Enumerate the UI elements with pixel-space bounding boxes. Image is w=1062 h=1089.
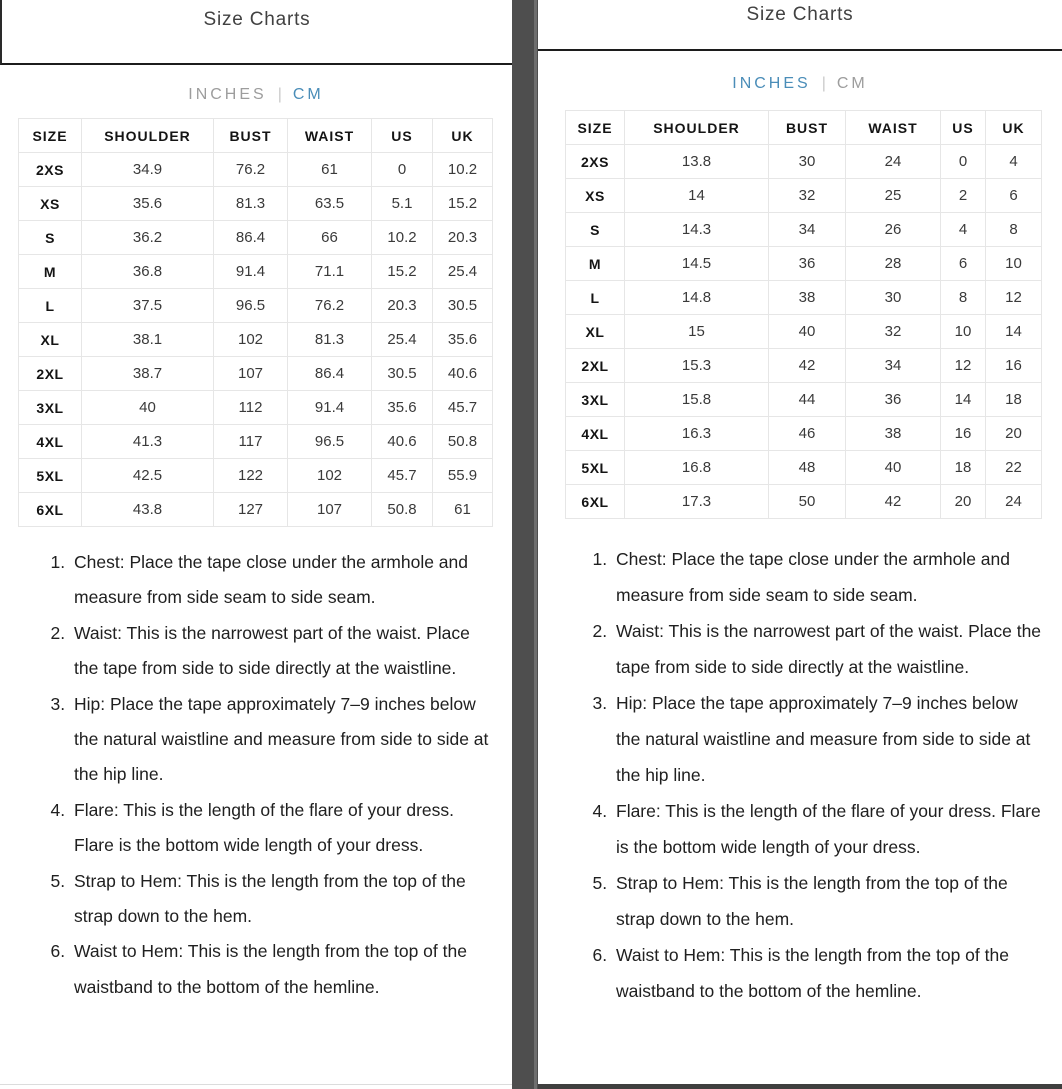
table-cell: 71.1	[288, 255, 372, 289]
table-header-row	[19, 119, 493, 153]
table-cell: 25.4	[433, 255, 493, 289]
panel-bottom-border	[0, 1084, 512, 1085]
table-cell: 76.2	[288, 289, 372, 323]
table-row	[19, 323, 493, 357]
table-cell: 16.3	[625, 417, 769, 451]
table-row	[566, 179, 1042, 213]
table-cell: 41.3	[82, 425, 214, 459]
table-cell: 15	[625, 315, 769, 349]
table-cell: 36.8	[82, 255, 214, 289]
table-cell: 34	[769, 213, 846, 247]
table-cell: 15.2	[433, 187, 493, 221]
table-cell: 38.7	[82, 357, 214, 391]
table-row	[566, 247, 1042, 281]
table-cell: 42.5	[82, 459, 214, 493]
table-cell: S	[19, 221, 82, 255]
table-cell: 24	[846, 145, 941, 179]
table-cell: 86.4	[214, 221, 288, 255]
table-cell: 2XS	[19, 153, 82, 187]
inches-toggle[interactable]: INCHES	[188, 86, 267, 103]
table-cell: 30.5	[372, 357, 433, 391]
table-cell: 30	[846, 281, 941, 315]
table-cell: 122	[214, 459, 288, 493]
table-cell: XS	[566, 179, 625, 213]
table-cell: 2XS	[566, 145, 625, 179]
table-cell: S	[566, 213, 625, 247]
column-header-size: SIZE	[566, 111, 625, 145]
table-cell: 0	[941, 145, 986, 179]
unit-toggle	[0, 86, 512, 104]
table-cell: 76.2	[214, 153, 288, 187]
table-cell: 14.5	[625, 247, 769, 281]
column-header-bust: BUST	[214, 119, 288, 153]
panel-header	[0, 0, 512, 65]
table-cell: 36	[846, 383, 941, 417]
list-item: 2. Waist: This is the narrowest part of the waist. Place the tape from side to side directly at the waistline.	[70, 616, 490, 687]
table-cell: 25	[846, 179, 941, 213]
table-cell: 16.8	[625, 451, 769, 485]
list-item: 3. Hip: Place the tape approximately 7–9 inches below the natural waistline and measure from side to side at the hip line.	[70, 687, 490, 793]
table-cell: 96.5	[214, 289, 288, 323]
table-cell: M	[19, 255, 82, 289]
list-item: 6. Waist to Hem: This is the length from the top of the waistband to the bottom of the hemline.	[612, 937, 1044, 1009]
table-cell: 30	[769, 145, 846, 179]
list-item: 5. Strap to Hem: This is the length from the top of the strap down to the hem.	[70, 864, 490, 935]
table-cell: 40	[769, 315, 846, 349]
table-cell: 117	[214, 425, 288, 459]
unit-separator: |	[277, 86, 282, 103]
table-cell: 107	[214, 357, 288, 391]
table-row	[566, 485, 1042, 519]
table-cell: 6XL	[566, 485, 625, 519]
column-header-shoulder: SHOULDER	[625, 111, 769, 145]
table-cell: 14	[941, 383, 986, 417]
measurement-instructions	[538, 541, 1062, 1009]
table-cell: 42	[769, 349, 846, 383]
cm-toggle[interactable]: CM	[292, 86, 324, 103]
table-cell: 12	[941, 349, 986, 383]
table-cell: 50.8	[433, 425, 493, 459]
table-cell: 14	[986, 315, 1042, 349]
table-cell: XL	[19, 323, 82, 357]
table-cell: 86.4	[288, 357, 372, 391]
table-row	[566, 451, 1042, 485]
panel-divider	[512, 0, 538, 1089]
table-cell: 48	[769, 451, 846, 485]
table-cell: 28	[846, 247, 941, 281]
table-row	[566, 145, 1042, 179]
table-row	[566, 281, 1042, 315]
table-cell: 91.4	[288, 391, 372, 425]
table-cell: 61	[288, 153, 372, 187]
table-cell: 107	[288, 493, 372, 527]
table-cell: 13.8	[625, 145, 769, 179]
table-cell: 17.3	[625, 485, 769, 519]
table-cell: 32	[769, 179, 846, 213]
table-cell: 34.9	[82, 153, 214, 187]
table-cell: 6	[986, 179, 1042, 213]
table-row	[566, 383, 1042, 417]
table-row	[19, 357, 493, 391]
list-item: 5. Strap to Hem: This is the length from the top of the strap down to the hem.	[612, 865, 1044, 937]
table-cell: 40.6	[433, 357, 493, 391]
table-cell: 4XL	[566, 417, 625, 451]
table-row	[566, 213, 1042, 247]
table-cell: 8	[941, 281, 986, 315]
table-cell: 12	[986, 281, 1042, 315]
table-cell: 35.6	[82, 187, 214, 221]
table-cell: 36.2	[82, 221, 214, 255]
table-cell: 45.7	[433, 391, 493, 425]
table-row	[19, 187, 493, 221]
table-cell: 16	[941, 417, 986, 451]
table-cell: XL	[566, 315, 625, 349]
table-cell: 20	[941, 485, 986, 519]
table-cell: 112	[214, 391, 288, 425]
table-cell: 35.6	[433, 323, 493, 357]
bottom-strip	[538, 1084, 1062, 1089]
table-cell: 38	[846, 417, 941, 451]
table-cell: 6	[941, 247, 986, 281]
table-cell: L	[19, 289, 82, 323]
list-item: 6. Waist to Hem: This is the length from the top of the waistband to the bottom of the hemline.	[70, 934, 490, 1005]
table-cell: 15.2	[372, 255, 433, 289]
table-cell: 4XL	[19, 425, 82, 459]
table-cell: 38.1	[82, 323, 214, 357]
table-cell: 4	[941, 213, 986, 247]
table-cell: 96.5	[288, 425, 372, 459]
table-row	[19, 221, 493, 255]
table-cell: 14.8	[625, 281, 769, 315]
table-row	[19, 459, 493, 493]
table-cell: 14	[625, 179, 769, 213]
size-chart-panel-cm	[0, 0, 512, 1089]
table-cell: 3XL	[19, 391, 82, 425]
table-row	[566, 315, 1042, 349]
unit-toggle	[538, 75, 1062, 93]
table-cell: 2XL	[19, 357, 82, 391]
table-cell: 14.3	[625, 213, 769, 247]
column-header-waist: WAIST	[846, 111, 941, 145]
table-cell: 102	[214, 323, 288, 357]
column-header-us: US	[941, 111, 986, 145]
table-cell: 5XL	[566, 451, 625, 485]
table-cell: 91.4	[214, 255, 288, 289]
table-row	[566, 349, 1042, 383]
table-cell: 55.9	[433, 459, 493, 493]
table-cell: 20.3	[433, 221, 493, 255]
table-cell: 36	[769, 247, 846, 281]
table-cell: 10.2	[372, 221, 433, 255]
table-cell: 46	[769, 417, 846, 451]
table-cell: 43.8	[82, 493, 214, 527]
table-cell: 2	[941, 179, 986, 213]
page-title: Size Charts	[746, 4, 854, 25]
table-cell: 35.6	[372, 391, 433, 425]
table-cell: 18	[941, 451, 986, 485]
size-chart-panel-inches	[538, 0, 1062, 1089]
list-item: 3. Hip: Place the tape approximately 7–9 inches below the natural waistline and measure from side to side at the hip line.	[612, 685, 1044, 793]
page-title: Size Charts	[203, 9, 311, 30]
table-cell: 15.8	[625, 383, 769, 417]
table-cell: 25.4	[372, 323, 433, 357]
list-item: 4. Flare: This is the length of the flare of your dress. Flare is the bottom wide length of your dress.	[612, 793, 1044, 865]
table-cell: 44	[769, 383, 846, 417]
table-cell: 10	[986, 247, 1042, 281]
table-cell: 3XL	[566, 383, 625, 417]
table-cell: 26	[846, 213, 941, 247]
panel-header	[538, 0, 1062, 51]
table-row	[19, 255, 493, 289]
table-cell: 30.5	[433, 289, 493, 323]
table-cell: 81.3	[288, 323, 372, 357]
measurement-instructions	[0, 545, 512, 1005]
table-row	[566, 417, 1042, 451]
table-cell: 81.3	[214, 187, 288, 221]
table-cell: 45.7	[372, 459, 433, 493]
unit-separator: |	[821, 75, 826, 92]
table-cell: 22	[986, 451, 1042, 485]
list-item: 4. Flare: This is the length of the flare of your dress. Flare is the bottom wide length of your dress.	[70, 793, 490, 864]
table-row	[19, 153, 493, 187]
table-cell: 32	[846, 315, 941, 349]
table-cell: 34	[846, 349, 941, 383]
table-cell: 18	[986, 383, 1042, 417]
table-cell: 16	[986, 349, 1042, 383]
table-cell: 42	[846, 485, 941, 519]
table-cell: 6XL	[19, 493, 82, 527]
table-row	[19, 289, 493, 323]
table-cell: L	[566, 281, 625, 315]
table-cell: 5.1	[372, 187, 433, 221]
table-cell: 63.5	[288, 187, 372, 221]
table-cell: 15.3	[625, 349, 769, 383]
table-cell: 24	[986, 485, 1042, 519]
table-row	[19, 493, 493, 527]
list-item: 2. Waist: This is the narrowest part of the waist. Place the tape from side to side directly at the waistline.	[612, 613, 1044, 685]
column-header-shoulder: SHOULDER	[82, 119, 214, 153]
inches-toggle[interactable]: INCHES	[732, 75, 811, 92]
table-header-row	[566, 111, 1042, 145]
table-cell: 4	[986, 145, 1042, 179]
table-cell: M	[566, 247, 625, 281]
table-cell: 61	[433, 493, 493, 527]
table-cell: 40.6	[372, 425, 433, 459]
table-cell: 5XL	[19, 459, 82, 493]
list-item: 1. Chest: Place the tape close under the armhole and measure from side seam to side seam.	[70, 545, 490, 616]
table-row	[19, 425, 493, 459]
table-cell: 37.5	[82, 289, 214, 323]
table-cell: 50	[769, 485, 846, 519]
column-header-uk: UK	[986, 111, 1042, 145]
size-chart-table-cm	[18, 118, 493, 527]
table-cell: 8	[986, 213, 1042, 247]
cm-toggle[interactable]: CM	[836, 75, 868, 92]
table-cell: 40	[82, 391, 214, 425]
table-row	[19, 391, 493, 425]
table-cell: 20	[986, 417, 1042, 451]
table-cell: 127	[214, 493, 288, 527]
table-cell: 20.3	[372, 289, 433, 323]
table-cell: 10.2	[433, 153, 493, 187]
table-cell: 0	[372, 153, 433, 187]
list-item: 1. Chest: Place the tape close under the armhole and measure from side seam to side seam.	[612, 541, 1044, 613]
table-cell: 50.8	[372, 493, 433, 527]
column-header-bust: BUST	[769, 111, 846, 145]
table-cell: XS	[19, 187, 82, 221]
table-cell: 38	[769, 281, 846, 315]
table-cell: 2XL	[566, 349, 625, 383]
column-header-us: US	[372, 119, 433, 153]
column-header-waist: WAIST	[288, 119, 372, 153]
table-cell: 66	[288, 221, 372, 255]
size-chart-table-inches	[565, 110, 1042, 519]
table-cell: 40	[846, 451, 941, 485]
table-cell: 10	[941, 315, 986, 349]
column-header-uk: UK	[433, 119, 493, 153]
column-header-size: SIZE	[19, 119, 82, 153]
table-cell: 102	[288, 459, 372, 493]
